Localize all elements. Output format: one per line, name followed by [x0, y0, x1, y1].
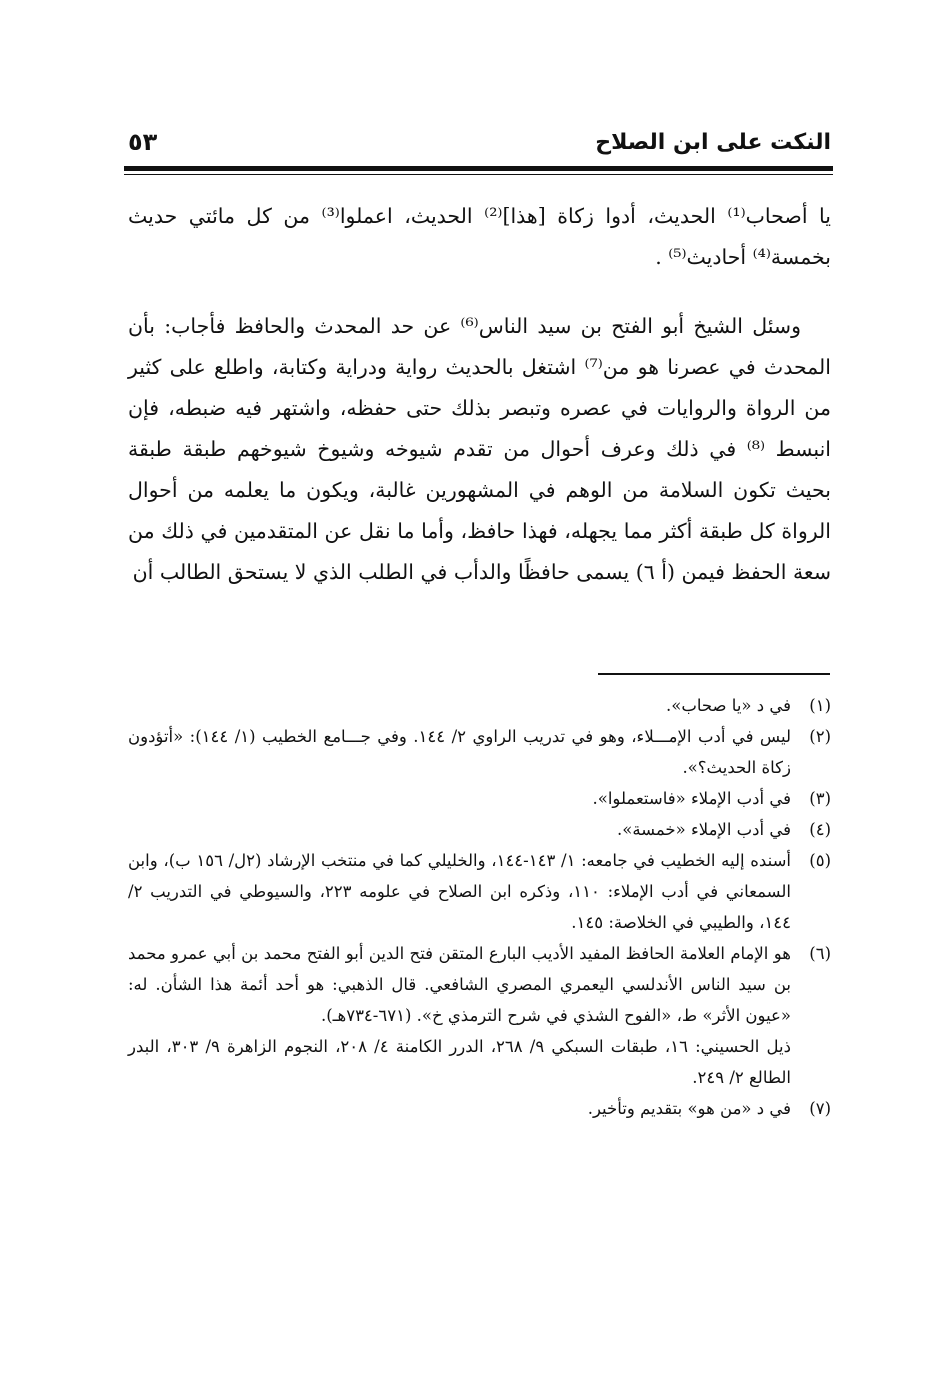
footnote — [128, 845, 831, 938]
body-paragraph-1: يا أصحاب⁽¹⁾ الحديث، أدوا زكاة [هذا]⁽²⁾ الحديث، اعملوا⁽³⁾ من كل مائتي حديث بخمسة⁽⁴⁾ أحاديث⁽⁵⁾ . — [128, 204, 832, 269]
running-title: النكت على ابن الصلاح — [595, 129, 831, 155]
footnote-text: أسنده إليه الخطيب في جامعه: ١/ ١٤٣-١٤٤، والخليلي كما في منتخب الإرشاد (٢ل/ ١٥٦ ب)، وابن السمعاني في أدب الإملاء: ١١٠، وذكره ابن الصلاح في علومه ٢٢٣، والسيوطي في التدريب ٢/ ١٤٤، والطيبي في الخلاصة: ١٤٥. — [128, 851, 791, 932]
body-paragraph-2: وسئل الشيخ أبو الفتح بن سيد الناس⁽⁶⁾ عن حد المحدث والحافظ فأجاب: بأن المحدث في عصرنا هو من⁽⁷⁾ اشتغل بالحديث رواية ودراية وكتابة، واطلع على كثير من الرواة والروايات في عصره وتبصر بذلك حتى حفظه، واشتهر فيه ضبطه، فإن انبسط ⁽⁸⁾ في ذلك وعرف أحوال من تقدم شيوخه وشيوخ شيوخهم طبقة طبقة بحيث تكون السلامة من الوهم في المشهورين غالبة، ويكون ما يعلمه من أحوال الرواة كل طبقة أكثر مما يجهله، فهذا حافظ، وأما ما نقل عن المتقدمين في ذلك من سعة الحفظ فيمن (أ ٦) يسمى حافظًا والدأب في الطلب الذي لا يستحق الطالب أن — [128, 314, 831, 584]
footnote-number: (٦) — [809, 944, 831, 963]
footnote — [128, 814, 831, 845]
header-rule-thin — [124, 174, 833, 175]
footnote-text: ليس في أدب الإمـــلاء، وهو في تدريب الراوي ٢/ ١٤٤. وفي جـــامع الخطيب (١/ ١٤٤): «أتؤدون زكاة الحديث؟». — [128, 727, 791, 777]
footnote-text: في أدب الإملاء «فاستعملوا». — [592, 789, 791, 808]
footnote — [128, 721, 831, 783]
footnote — [128, 783, 831, 814]
footnote — [128, 690, 831, 721]
footnote-text: في د «يا صحاب». — [666, 696, 791, 715]
footnote — [128, 1093, 831, 1124]
footnote-number: (٢) — [809, 727, 831, 746]
footnotes — [128, 690, 831, 1124]
footnote-number: (٤) — [809, 820, 831, 839]
footnote-text: في د «من هو» بتقديم وتأخير. — [587, 1099, 791, 1118]
main-text — [128, 196, 831, 593]
page-number: ٥٣ — [128, 128, 158, 156]
footnote-text: هو الإمام العلامة الحافظ المفيد الأديب البارع المتقن فتح الدين أبو الفتح محمد بن أبي عمرو محمد بن سيد الناس الأندلسي اليعمري المصري الشافعي. قال الذهبي: هو أحد أئمة هذا الشأن. له: «عيون الأثر» ط، «الفوح الشذي في شرح الترمذي خ». (٦٧١-٧٣٤هـ). — [128, 944, 791, 1025]
footnote-number: (١) — [809, 696, 831, 715]
footnote-number: (٣) — [809, 789, 831, 808]
footnote-text: في أدب الإملاء «خمسة». — [616, 820, 791, 839]
footnote-separator — [598, 673, 830, 675]
footnote — [128, 938, 831, 1031]
footnote-continuation: ذيل الحسيني: ١٦، طبقات السبكي ٩/ ٢٦٨، الدرر الكامنة ٤/ ٢٠٨، النجوم الزاهرة ٩/ ٣٠٣، البدر الطالع ٢/ ٢٤٩. — [128, 1037, 791, 1087]
running-header — [128, 122, 831, 162]
footnote-number: (٧) — [809, 1099, 831, 1118]
header-rule-thick — [124, 166, 833, 171]
footnote-number: (٥) — [809, 851, 831, 870]
